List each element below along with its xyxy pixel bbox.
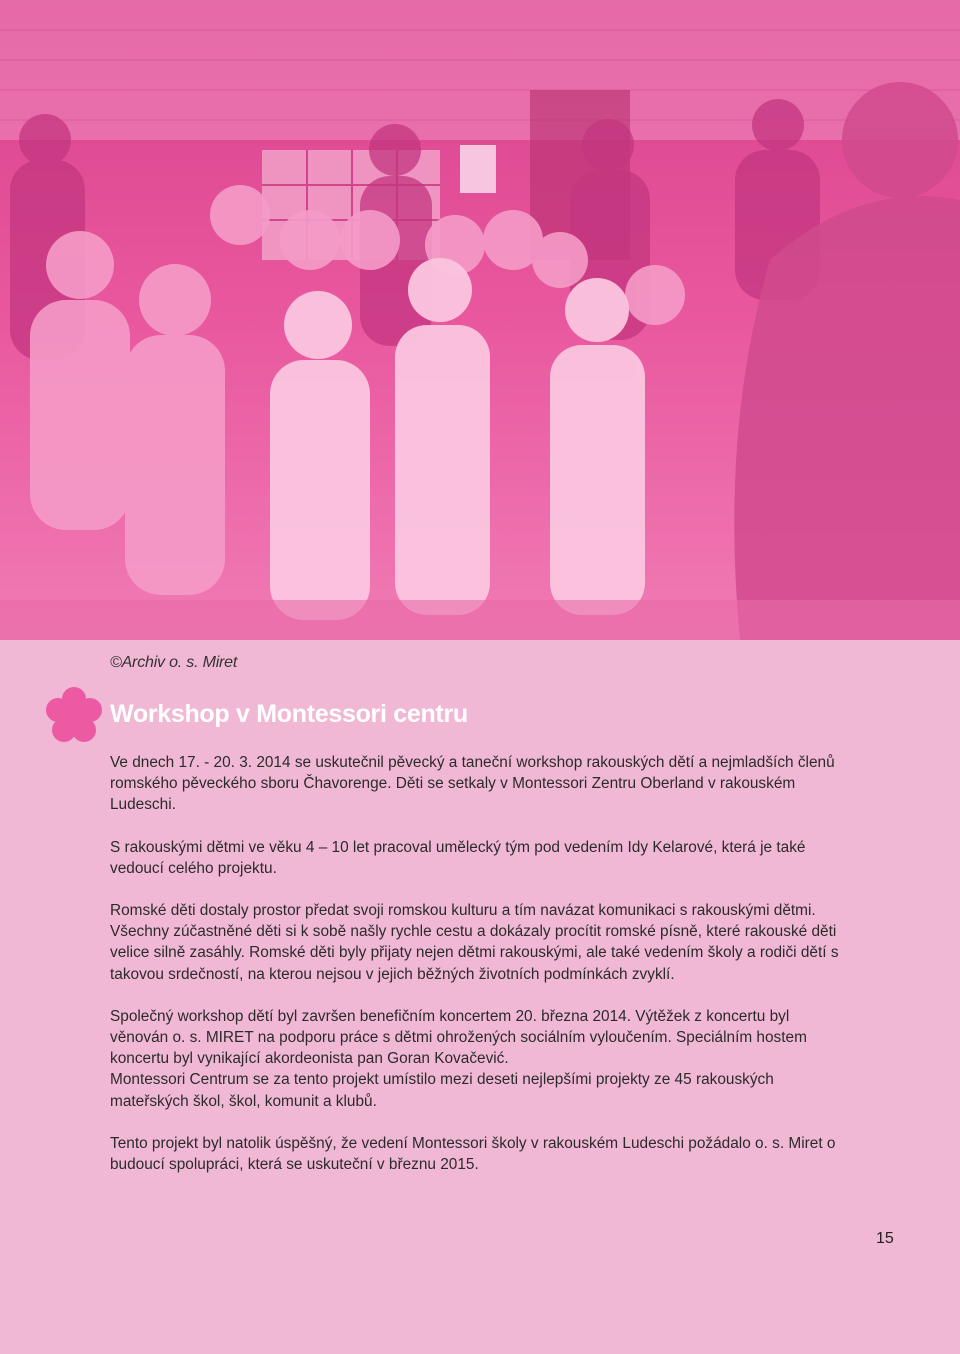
flower-icon [44,686,104,746]
photo-credit: ©Archiv o. s. Miret [110,654,238,671]
paragraph-team: S rakouskými dětmi ve věku 4 – 10 let pracoval umělecký tým pod vedením Idy Kelarové, která je také vedoucí celého projektu. [110,838,806,877]
article-title: Workshop v Montessori centru [110,700,468,728]
article-body [110,752,845,1196]
group-photo [0,0,960,640]
paragraph-culture: Romské děti dostaly prostor předat svoji romskou kulturu a tím navázat komunikaci s rakouskými dětmi. Všechny zúčastněné děti si k sobě našly rychle cestu a dokázaly procítit romské písně, které rakouské děti velice silně zasáhly. Romské děti byly přijaty nejen dětmi rakouskými, ale také vedením školy a rodiči dětí s takovou srdečností, na kterou nejsou v jejich běžných životních podmínkách zvyklí. [110,902,839,983]
paragraph-future: Tento projekt byl natolik úspěšný, že vedení Montessori školy v rakouském Ludeschi požádalo o. s. Miret o budoucí spolupráci, která se uskuteční v březnu 2015. [110,1134,836,1174]
paragraph-ranking: Montessori Centrum se za tento projekt umístilo mezi deseti nejlepšími projekty ze 45 rakouských mateřských škol, škol, komunit a klubů. [110,1071,774,1110]
paragraph-intro: Ve dnech 17. - 20. 3. 2014 se uskutečnil pěvecký a taneční workshop rakouských dětí a nejmladších členů romského pěveckého sboru Čhavorenge. Děti se setkaly v Montessori Zentru Oberland v rakouském Ludeschi. [110,754,835,814]
photo-illustration [0,0,960,640]
page-number: 15 [876,1230,894,1247]
paragraph-concert: Společný workshop dětí byl završen benefičním koncertem 20. března 2014. Výtěžek z koncertu byl věnován o. s. MIRET na podporu práce s dětmi ohrožených sociálním vyloučením. Speciálním hostem koncertu byl vynikající akordeonista pan Goran Kovačević. [110,1007,807,1068]
